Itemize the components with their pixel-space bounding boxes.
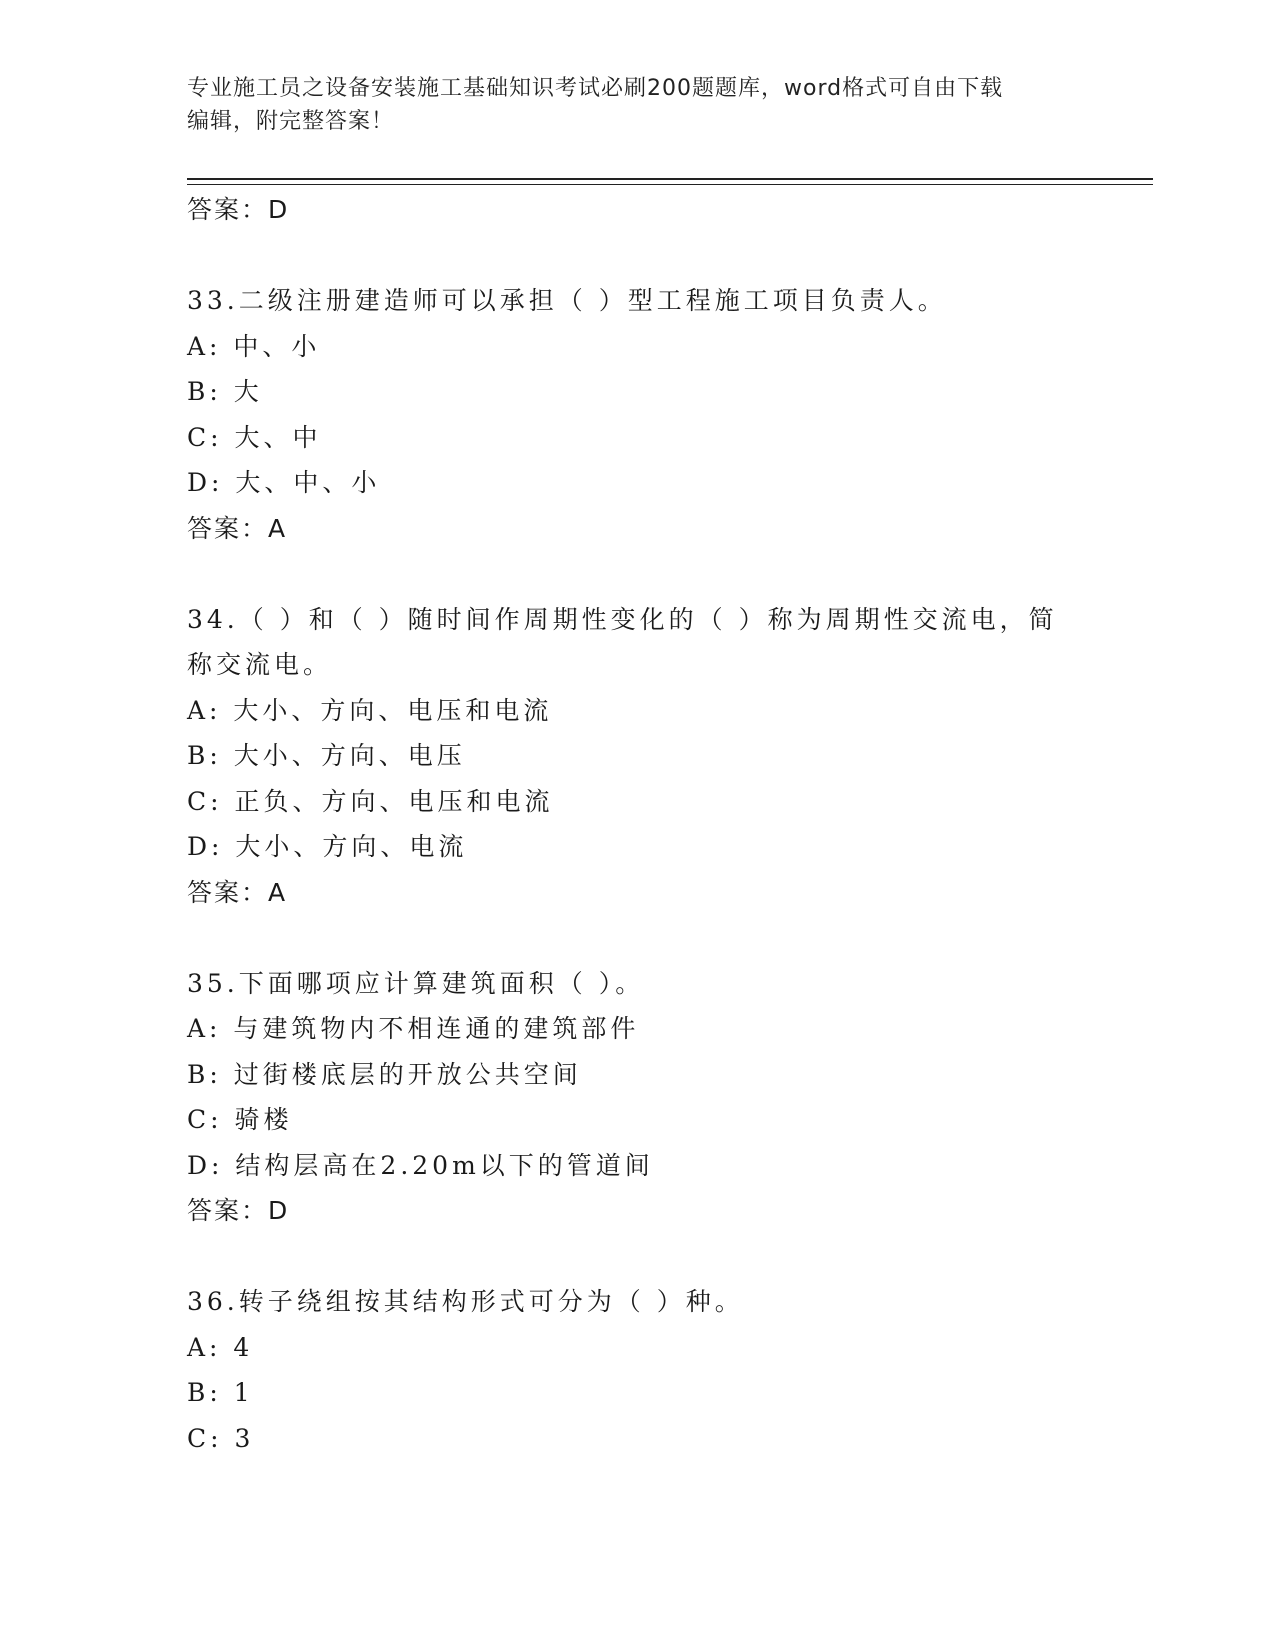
option-a: A: 与建筑物内不相连通的建筑部件	[187, 1014, 640, 1043]
option-a: A: 4	[187, 1332, 254, 1362]
option-b: B: 1	[187, 1378, 254, 1407]
answer-line: 答案：D	[187, 1196, 290, 1225]
document-header	[187, 72, 1087, 138]
question-33	[187, 278, 1153, 551]
option-b: B: 过街楼底层的开放公共空间	[187, 1059, 582, 1089]
question-stem: 33.二级注册建造师可以承担（ ）型工程施工项目负责人。	[187, 286, 947, 315]
question-stem-continued: 称交流电。	[187, 650, 333, 679]
option-a: A: 中、小	[187, 331, 321, 361]
question-stem: 35.下面哪项应计算建筑面积（ ）。	[187, 968, 645, 998]
header-divider-thin	[187, 184, 1153, 185]
option-c: C: 正负、方向、电压和电流	[187, 786, 554, 816]
option-d: D: 结构层高在2.20m以下的管道间	[187, 1150, 654, 1180]
option-c: C: 大、中	[187, 422, 322, 452]
question-35	[187, 961, 1153, 1234]
header-divider-thick	[187, 178, 1153, 180]
question-list	[187, 187, 1153, 1461]
option-b: B: 大小、方向、电压	[187, 741, 466, 770]
option-d: D: 大、中、小	[187, 468, 381, 497]
header-line-1: 专业施工员之设备安装施工基础知识考试必刷200题题库，word格式可自由下载	[187, 76, 1004, 101]
question-36	[187, 1279, 1153, 1461]
option-b: B: 大	[187, 377, 263, 406]
answer-line: 答案：A	[187, 877, 288, 907]
previous-answer: 答案：D	[187, 195, 290, 224]
option-d: D: 大小、方向、电流	[187, 832, 468, 861]
question-stem: 34.（ ）和（ ）随时间作周期性变化的（ ）称为周期性交流电，简	[187, 604, 1058, 634]
option-c: C: 3	[187, 1423, 255, 1453]
option-a: A: 大小、方向、电压和电流	[187, 695, 553, 725]
option-c: C: 骑楼	[187, 1105, 293, 1134]
question-34	[187, 597, 1153, 916]
header-line-2: 编辑，附完整答案！	[187, 109, 395, 134]
answer-line: 答案：A	[187, 513, 288, 543]
question-stem: 36.转子绕组按其结构形式可分为（ ）种。	[187, 1287, 744, 1316]
